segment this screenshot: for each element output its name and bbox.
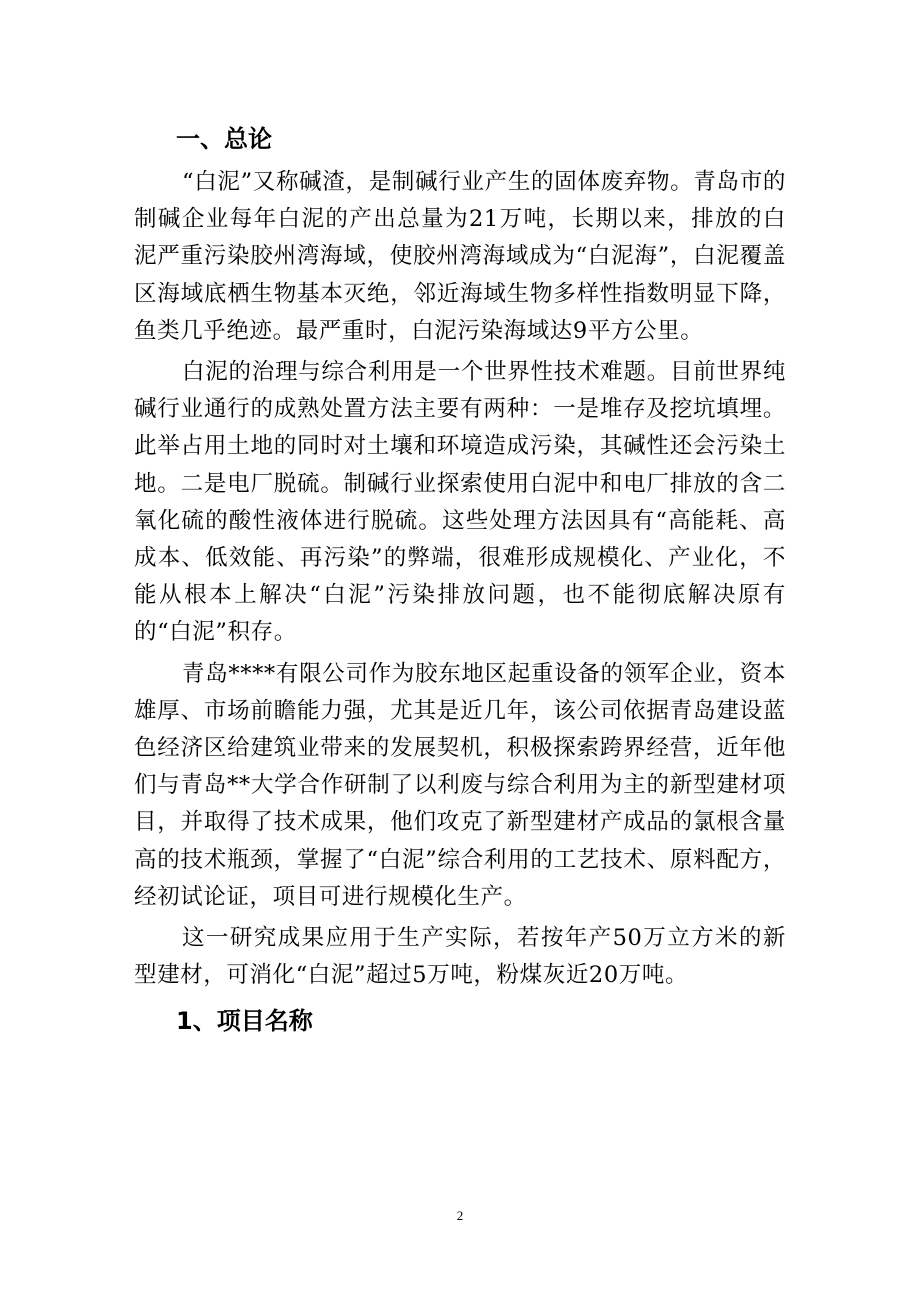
subsection-heading: 1、项目名称	[176, 1007, 313, 1036]
paragraph-results: 这一研究成果应用于生产实际，若按年产50万立方米的新型建材，可消化“白泥”超过5万吨，粉煤灰近20万吨。	[134, 925, 786, 989]
paragraph-treatment: 白泥的治理与综合利用是一个世界性技术难题。目前世界纯碱行业通行的成熟处置方法主要有两种：一是堆存及挖坑填埋。此举占用土地的同时对土壤和环境造成污染，其碱性还会污染土地。二是电厂脱硫。制碱行业探索使用白泥中和电厂排放的含二氧化硫的酸性液体进行脱硫。这些处理方法因具有“高能耗、高成本、低效能、再污染”的弊端，很难形成规模化、产业化，不能从根本上解决“白泥”污染排放问题，也不能彻底解决原有的“白泥”积存。	[134, 359, 786, 646]
paragraph-company: 青岛****有限公司作为胶东地区起重设备的领军企业，资本雄厚、市场前瞻能力强，尤其是近几年，该公司依据青岛建设蓝色经济区给建筑业带来的发展契机，积极探索跨界经营，近年他们与青岛**大学合作研制了以利废与综合利用为主的新型建材项目，并取得了技术成果，他们攻克了新型建材产成品的氯根含量高的技术瓶颈，掌握了“白泥”综合利用的工艺技术、原料配方，经初试论证，项目可进行规模化生产。	[134, 660, 786, 910]
document-body	[134, 118, 786, 1042]
section-heading: 一、总论	[176, 125, 272, 153]
page-number: 2	[456, 1208, 464, 1223]
paragraph-intro: “白泥”又称碱渣，是制碱行业产生的固体废弃物。青岛市的制碱企业每年白泥的产出总量为21万吨，长期以来，排放的白泥严重污染胶州湾海域，使胶州湾海域成为“白泥海”，白泥覆盖区海域底栖生物基本灭绝，邻近海域生物多样性指数明显下降，鱼类几乎绝迹。最严重时，白泥污染海域达9平方公里。	[134, 169, 786, 344]
